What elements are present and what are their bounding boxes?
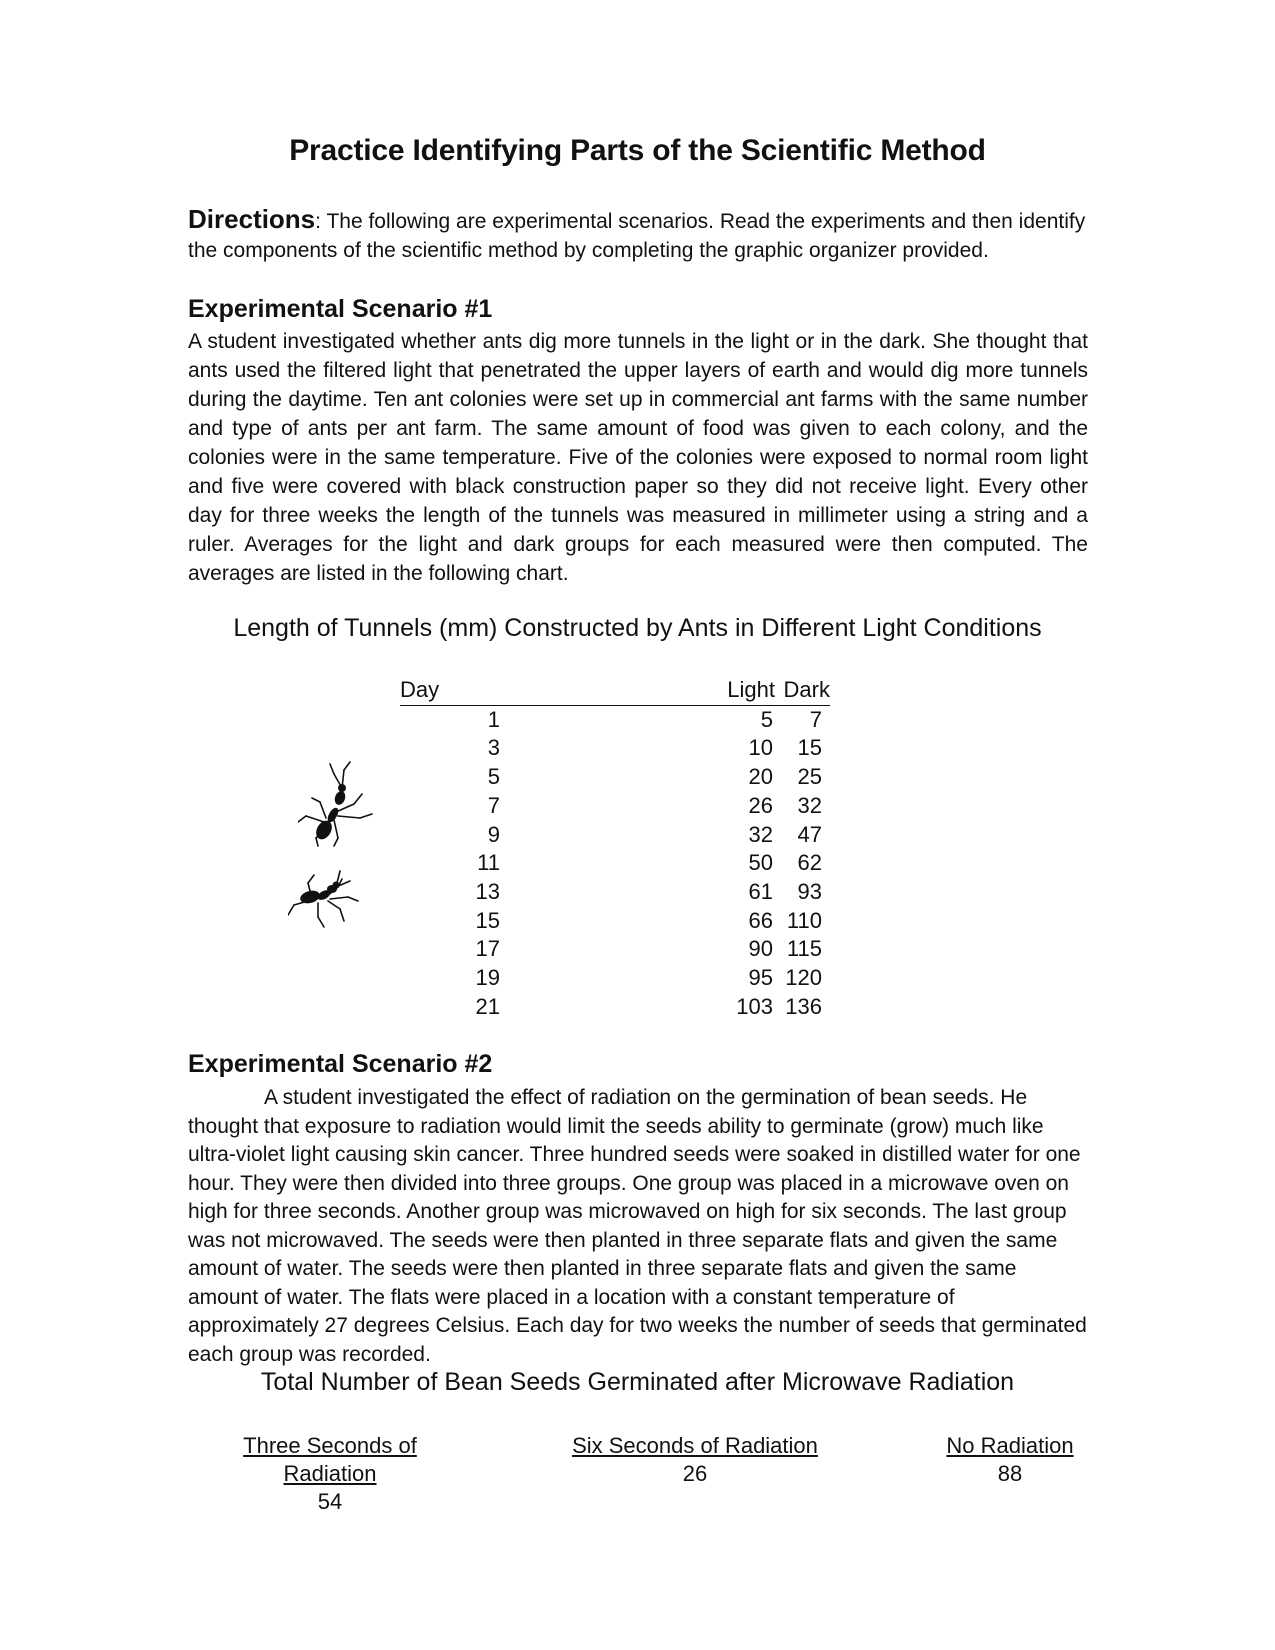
scenario2-heading: Experimental Scenario #2 xyxy=(188,1050,493,1078)
light-cell: 90 xyxy=(748,936,773,962)
scenario2-paragraph xyxy=(188,1084,1088,1369)
table-row xyxy=(400,705,830,734)
dark-cell: 115 xyxy=(786,936,822,962)
table-row xyxy=(400,821,830,850)
table-row xyxy=(400,878,830,907)
seed-group-label: Six Seconds of Radiation xyxy=(572,1433,818,1458)
light-cell: 20 xyxy=(748,764,773,790)
seed-group-label: No Radiation xyxy=(946,1433,1074,1458)
light-cell: 32 xyxy=(748,821,773,847)
seed-group-value: 88 xyxy=(997,1461,1023,1486)
day-cell: 5 xyxy=(487,764,500,790)
table-row xyxy=(400,792,830,821)
dark-cell: 32 xyxy=(797,792,822,818)
seed-group-label: Three Seconds of Radiation xyxy=(243,1433,417,1486)
day-cell: 19 xyxy=(475,965,500,991)
day-cell: 1 xyxy=(487,706,500,732)
day-cell: 9 xyxy=(487,821,500,847)
light-cell: 95 xyxy=(748,965,773,991)
dark-cell: 93 xyxy=(797,878,822,904)
light-cell: 26 xyxy=(748,792,773,818)
table-row xyxy=(400,907,830,936)
light-cell: 5 xyxy=(760,706,773,732)
tunnel-table-title: Length of Tunnels (mm) Constructed by Ants in Different Light Conditions xyxy=(233,614,1042,642)
dark-cell: 15 xyxy=(797,735,822,761)
column-header-dark: Dark xyxy=(777,676,830,705)
dark-cell: 62 xyxy=(797,850,822,876)
directions-text: The following are experimental scenarios. Read the experiments and then identify the components of the scientific method by completing the graphic organizer provided. xyxy=(188,210,1086,262)
table-row xyxy=(400,734,830,763)
directions-paragraph xyxy=(188,205,1088,265)
tunnel-length-table xyxy=(400,676,830,1021)
light-cell: 61 xyxy=(748,878,773,904)
scenario2-text: A student investigated the effect of radiation on the germination of bean seeds. He thought that exposure to radiation would limit the seeds ability to germinate (grow) much like ultra-violet light causing skin cancer. Three hundred seeds were soaked in distilled water for one hour. They were then divided into three groups. One group was placed in a microwave oven on high for three seconds. Another group was microwaved on high for six seconds. The last group was not microwaved. The seeds were then planted in three separate flats and given the same amount of water. The seeds were then planted in three separate flats and given the same amount of water. The flats were placed in a location with a constant temperature of approximately 27 degrees Celsius. Each day for two weeks the number of seeds that germinated each group was recorded. xyxy=(188,1086,1087,1366)
table-row xyxy=(400,849,830,878)
light-cell: 50 xyxy=(748,850,773,876)
dark-cell: 136 xyxy=(785,993,822,1019)
dark-cell: 120 xyxy=(785,965,822,991)
day-cell: 11 xyxy=(477,850,500,876)
seed-group-three-seconds xyxy=(200,1432,460,1516)
light-cell: 10 xyxy=(748,735,773,761)
dark-cell: 47 xyxy=(797,821,822,847)
seed-group-value: 26 xyxy=(682,1461,708,1486)
seed-group-six-seconds xyxy=(570,1432,820,1488)
directions-label: Directions xyxy=(188,204,316,234)
seed-group-value: 54 xyxy=(317,1489,343,1514)
table-row xyxy=(400,964,830,993)
ant-icon xyxy=(288,867,368,929)
day-cell: 21 xyxy=(475,993,500,1019)
table-header-row xyxy=(400,676,830,705)
day-cell: 3 xyxy=(487,735,500,761)
scenario1-text: A student investigated whether ants dig more tunnels in the light or in the dark. She thought that ants used the filtered light that penetrated the upper layers of earth and would dig more tunnels during the daytime. Ten ant colonies were set up in commercial ant farms with the same number and type of ants per ant farm. The same amount of food was given to each colony, and the colonies were in the same temperature. Five of the colonies were exposed to normal room light and five were covered with black construction paper so they did not receive light. Every other day for three weeks the length of the tunnels was measured in millimeter using a string and a ruler. Averages for the light and dark groups for each measured were then computed. The averages are listed in the following chart. xyxy=(188,330,1088,585)
light-cell: 66 xyxy=(748,907,773,933)
column-header-day: Day xyxy=(400,676,563,705)
directions-colon: : xyxy=(315,210,321,233)
day-cell: 15 xyxy=(475,907,500,933)
column-header-light: Light xyxy=(563,676,777,705)
dark-cell: 25 xyxy=(797,764,822,790)
dark-cell: 110 xyxy=(786,907,822,933)
seed-group-no-radiation xyxy=(940,1432,1080,1488)
day-cell: 7 xyxy=(487,792,500,818)
light-cell: 103 xyxy=(736,993,773,1019)
ant-icon xyxy=(298,758,378,848)
table-row xyxy=(400,935,830,964)
day-cell: 13 xyxy=(475,878,500,904)
seed-table-title: Total Number of Bean Seeds Germinated after Microwave Radiation xyxy=(260,1368,1015,1396)
scenario1-heading: Experimental Scenario #1 xyxy=(188,295,493,323)
day-cell: 17 xyxy=(475,936,500,962)
table-row xyxy=(400,763,830,792)
table-row xyxy=(400,993,830,1022)
page-title: Practice Identifying Parts of the Scientific Method xyxy=(289,134,986,167)
dark-cell: 7 xyxy=(809,706,822,732)
